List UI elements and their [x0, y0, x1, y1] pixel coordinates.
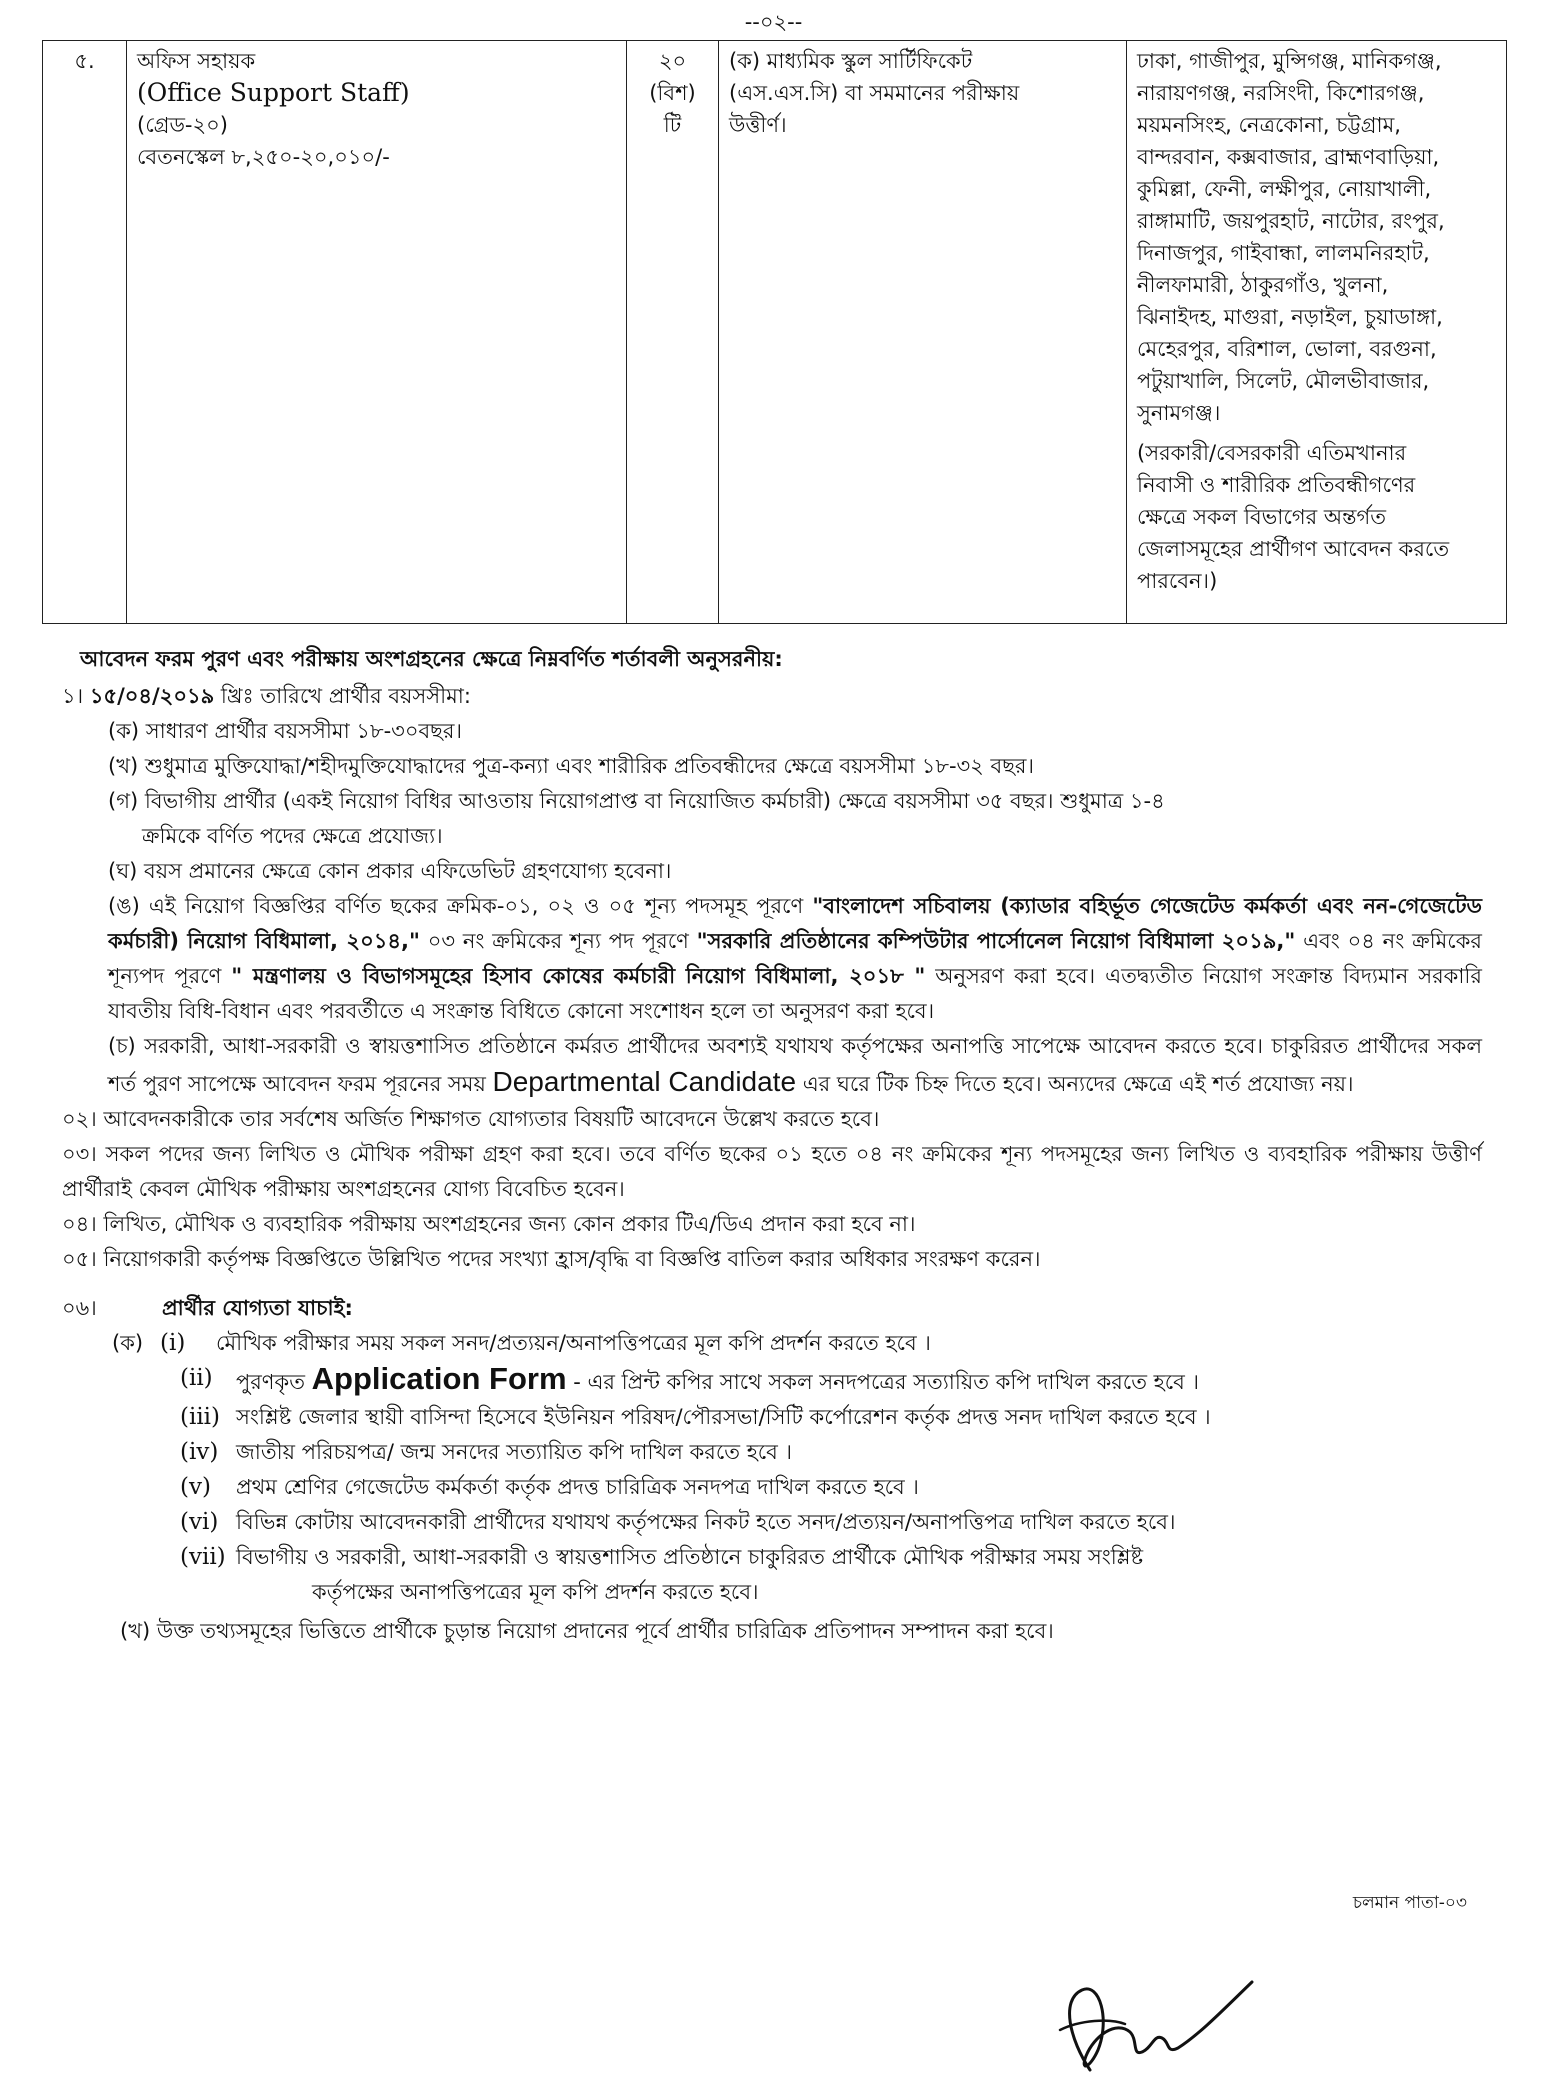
- rule-name: "বাংলাদেশ সচিবালয় (ক্যাডার বহির্ভূত গেজেটেড কর্মকর্তা এবং নন-গেজেটেড কর্মচারী) নিয়োগ বিধিমালা, ২০১৪,": [108, 894, 1483, 953]
- condition-gha: (ঘ) বয়স প্রমানের ক্ষেত্রে কোন প্রকার এফিডেভিট গ্রহণযোগ্য হবেনা।: [108, 859, 672, 883]
- rule-name: "সরকারি প্রতিষ্ঠানের কম্পিউটার পার্সোনেল নিয়োগ বিধিমালা ২০১৯,": [696, 929, 1296, 953]
- roman-numeral: (iv): [180, 1439, 219, 1465]
- text-run: এর ঘরে টিক চিহ্ন দিতে হবে। অন্যদের ক্ষেত্রে এই শর্ত প্রযোজ্য নয়।: [796, 1072, 1354, 1096]
- text-run: (ঙ) এই নিয়োগ বিজ্ঞপ্তির বর্ণিত ছকের ক্রমিক-০১, ০২ ও ০৫ শূন্য পদসমূহ পূরণে: [108, 894, 813, 918]
- rule-name: " মন্ত্রণালয় ও বিভাগসমূহের হিসাব কোষের কর্মচারী নিয়োগ বিধিমালা, ২০১৮ ": [231, 964, 926, 988]
- condition-ga: (গ) বিভাগীয় প্রার্থীর (একই নিয়োগ বিধির আওতায় নিয়োগপ্রাপ্ত বা নিয়োজিত কর্মচারী) ক্ষেত্রে বয়সসীমা ৩৫ বছর। শুধুমাত্র ১-৪: [108, 789, 1165, 813]
- list-item: [62, 1400, 1482, 1435]
- roman-numeral: (i): [160, 1330, 186, 1356]
- pay-scale: বেতনস্কেল ৮,২৫০-২০,০১০/-: [137, 145, 390, 169]
- vacancy-table: [42, 40, 1507, 624]
- text-run: অনুসরণ করা হবে। এতদ্ব্যতীত নিয়োগ সংক্রান্ত বিদ্যমান সরকারি যাবতীয় বিধি-বিধান এবং পরবর্তীতে এ সংক্রান্ত বিধিতে কোনো সংশোধন হলে তা অনুসরণ করা হবে।: [108, 964, 1482, 1023]
- district-note: [1137, 437, 1496, 597]
- roman-numeral: (ii): [180, 1365, 213, 1391]
- list-item: [62, 1505, 1482, 1540]
- table-row: [43, 41, 1507, 624]
- item-text: প্রথম শ্রেণির গেজেটেড কর্মকর্তা কর্তৃক প্রদত্ত চারিত্রিক সনদপত্র দাখিল করতে হবে ।: [236, 1475, 919, 1499]
- age-intro-text: খ্রিঃ তারিখে প্রার্থীর বয়সসীমা:: [214, 684, 471, 708]
- district-note-line: জেলাসমূহের প্রার্থীগণ আবেদন করতে: [1137, 537, 1450, 561]
- continued-page-note: চলমান পাতা-০৩: [1352, 1893, 1467, 1913]
- district-line: বান্দরবান, কক্সবাজার, ব্রাহ্মণবাড়িয়া,: [1137, 145, 1440, 169]
- item-text-cont: কর্তৃপক্ষের অনাপত্তিপত্রের মূল কপি প্রদর্শন করতে হবে।: [312, 1580, 759, 1604]
- conditions-heading: আবেদন ফরম পুরণ এবং পরীক্ষায় অংশগ্রহনের ক্ষেত্রে নিম্নবর্ণিত শর্তাবলী অনুসরনীয়:: [80, 647, 783, 671]
- post-count-unit: টি: [663, 113, 682, 137]
- condition-umo: [62, 889, 1482, 1029]
- condition-kha: (খ) শুধুমাত্র মুক্তিযোদ্ধা/শহীদমুক্তিযোদ্ধাদের পুত্র-কন্যা এবং শারীরিক প্রতিবন্ধীদের ক্ষেত্রে বয়সসীমা ১৮-৩২ বছর।: [108, 754, 1034, 778]
- signature: [1020, 1960, 1280, 2080]
- post-count-words: (বিশ): [649, 81, 696, 105]
- text-run: ০৩ নং ক্রমিকের শূন্য পদ পূরণে: [419, 929, 697, 953]
- qualification-cell: [719, 41, 1127, 624]
- district-cell: [1127, 41, 1507, 624]
- age-date: ১৫/০৪/২০১৯: [89, 684, 215, 708]
- roman-numeral: (vi): [180, 1509, 219, 1535]
- item-text: বিভাগীয় ও সরকারী, আধা-সরকারী ও স্বায়ত্তশাসিত প্রতিষ্ঠানে চাকুরিরত প্রার্থীকে মৌখিক পরীক্ষার সময় সংশ্লিষ্ট: [236, 1545, 1144, 1569]
- district-line: রাঙ্গামাটি, জয়পুরহাট, নাটোর, রংপুর,: [1137, 209, 1445, 233]
- text-run: এবং ০৪ নং ক্রমিকের শূন্যপদ পূরণে: [108, 929, 1482, 988]
- list-item: [62, 1435, 1482, 1470]
- list-item: [62, 1470, 1482, 1505]
- verification-kha: (খ) উক্ত তথ্যসমূহের ভিত্তিতে প্রার্থীকে চুড়ান্ত নিয়োগ প্রদানের পূর্বে প্রার্থীর চারিত্রিক প্রতিপাদন সম্পাদন করা হবে।: [120, 1619, 1054, 1643]
- district-line: ঝিনাইদহ, মাগুরা, নড়াইল, চুয়াডাঙ্গা,: [1137, 305, 1443, 329]
- roman-numeral: (vii): [180, 1544, 226, 1570]
- district-line: নারায়ণগঞ্জ, নরসিংদী, কিশোরগঞ্জ,: [1137, 81, 1425, 105]
- roman-numeral: (iii): [180, 1404, 221, 1430]
- district-line: পটুয়াখালি, সিলেট, মৌলভীবাজার,: [1137, 369, 1430, 393]
- verification-heading: প্রার্থীর যোগ্যতা যাচাই:: [162, 1296, 353, 1320]
- condition-02: ০২। আবেদনকারীকে তার সর্বশেষ অর্জিত শিক্ষাগত যোগ্যতার বিষয়টি আবেদনে উল্লেখ করতে হবে।: [62, 1107, 880, 1131]
- count-cell: [627, 41, 719, 624]
- item-number: ০৬।: [62, 1296, 97, 1320]
- item-number: ১।: [62, 684, 90, 708]
- district-line: ময়মনসিংহ, নেত্রকোনা, চট্টগ্রাম,: [1137, 113, 1401, 137]
- district-line: মেহেরপুর, বরিশাল, ভোলা, বরগুনা,: [1137, 337, 1437, 361]
- condition-03: ০৩। সকল পদের জন্য লিখিত ও মৌখিক পরীক্ষা গ্রহণ করা হবে। তবে বর্ণিত ছকের ০১ হতে ০৪ নং ক্রমিকের শূন্য পদসমূহের জন্য লিখিত ও ব্যবহারিক পরীক্ষায় উত্তীর্ণ প্রার্থীরাই কেবল মৌখিক পরীক্ষায় অংশগ্রহনের যোগ্য বিবেচিত হবেন।: [62, 1142, 1482, 1201]
- district-note-line: পারবেন।): [1137, 569, 1218, 593]
- age-limit-intro: [62, 679, 1482, 714]
- district-line: সুনামগঞ্জ।: [1137, 401, 1221, 425]
- post-name-bn: অফিস সহায়ক: [137, 49, 256, 73]
- qualification-line: উত্তীর্ণ।: [729, 113, 787, 137]
- district-line: ঢাকা, গাজীপুর, মুন্সিগঞ্জ, মানিকগঞ্জ,: [1137, 49, 1442, 73]
- condition-05: ০৫। নিয়োগকারী কর্তৃপক্ষ বিজ্ঞপ্তিতে উল্লিখিত পদের সংখ্যা হ্রাস/বৃদ্ধি বা বিজ্ঞপ্তি বাতিল করার অধিকার সংরক্ষণ করেন।: [62, 1247, 1041, 1271]
- page-number: --০২--: [744, 10, 803, 34]
- item-text: বিভিন্ন কোটায় আবেদনকারী প্রার্থীদের যথাযথ কর্তৃপক্ষের নিকট হতে সনদ/প্রত্যয়ন/অনাপত্তিপত্র দাখিল করতে হবে।: [236, 1510, 1176, 1534]
- post-count-number: ২০: [658, 49, 687, 73]
- condition-ka: (ক) সাধারণ প্রার্থীর বয়সসীমা ১৮-৩০বছর।: [108, 719, 462, 743]
- sub-label: (ক): [112, 1331, 144, 1355]
- post-cell: [127, 41, 627, 624]
- district-note-line: নিবাসী ও শারীরিক প্রতিবন্ধীগণের: [1137, 473, 1416, 497]
- verification-section: [62, 1291, 1482, 1649]
- application-form-term: Application Form: [311, 1361, 567, 1396]
- condition-ga-cont: ক্রমিকে বর্ণিত পদের ক্ষেত্রে প্রযোজ্য।: [142, 824, 443, 848]
- item-text: মৌখিক পরীক্ষার সময় সকল সনদ/প্রত্যয়ন/অনাপত্তিপত্রের মূল কপি প্রদর্শন করতে হবে ।: [216, 1331, 931, 1355]
- text-run: (চ) সরকারী, আধা-সরকারী ও স্বায়ত্তশাসিত প্রতিষ্ঠানে কর্মরত প্রার্থীদের অবশ্যই যথাযথ কর্তৃপক্ষের অনাপত্তি সাপেক্ষে আবেদন করতে হবে। চাকুরিরত প্রার্থীদের সকল শর্ত পুরণ সাপেক্ষে আবেদন ফরম পূরনের সময়: [108, 1034, 1482, 1096]
- item-text: [236, 1361, 1482, 1400]
- district-note-line: (সরকারী/বেসরকারী এতিমখানার: [1137, 441, 1407, 465]
- district-line: দিনাজপুর, গাইবান্ধা, লালমনিরহাট,: [1137, 241, 1430, 265]
- item-text: সংশ্লিষ্ট জেলার স্থায়ী বাসিন্দা হিসেবে ইউনিয়ন পরিষদ/পৌরসভা/সিটি কর্পোরেশন কর্তৃক প্রদত্ত সনদ দাখিল করতে হবে ।: [236, 1405, 1211, 1429]
- condition-cha: [62, 1029, 1482, 1102]
- conditions-section: [62, 642, 1482, 1649]
- grade: (গ্রেড-২০): [137, 113, 228, 137]
- qualification-line: (এস.এস.সি) বা সমমানের পরীক্ষায়: [729, 81, 1020, 105]
- verification-heading-row: [62, 1291, 1482, 1326]
- departmental-candidate-term: Departmental Candidate: [492, 1066, 797, 1097]
- list-item: [62, 1326, 1482, 1361]
- item-text: জাতীয় পরিচয়পত্র/ জন্ম সনদের সত্যায়িত কপি দাখিল করতে হবে ।: [236, 1440, 793, 1464]
- serial-cell: [43, 41, 127, 624]
- condition-04: ০৪। লিখিত, মৌখিক ও ব্যবহারিক পরীক্ষায় অংশগ্রহনের জন্য কোন প্রকার টিএ/ডিএ প্রদান করা হবে না।: [62, 1212, 916, 1236]
- list-item: [62, 1540, 1482, 1575]
- text-run: - এর প্রিন্ট কপির সাথে সকল সনদপত্রের সত্যায়িত কপি দাখিল করতে হবে ।: [566, 1370, 1200, 1394]
- district-note-line: ক্ষেত্রে সকল বিভাগের অন্তর্গত: [1137, 505, 1387, 529]
- district-line: নীলফামারী, ঠাকুরগাঁও, খুলনা,: [1137, 273, 1389, 297]
- serial-number: ৫.: [74, 49, 95, 73]
- roman-numeral: (v): [180, 1474, 211, 1500]
- text-run: পুরণকৃত: [236, 1370, 312, 1394]
- list-item: [62, 1361, 1482, 1400]
- post-name-en: (Office Support Staff): [137, 78, 410, 107]
- district-line: কুমিল্লা, ফেনী, লক্ষীপুর, নোয়াখালী,: [1137, 177, 1432, 201]
- qualification-line: (ক) মাধ্যমিক স্কুল সার্টিফিকেট: [729, 49, 973, 73]
